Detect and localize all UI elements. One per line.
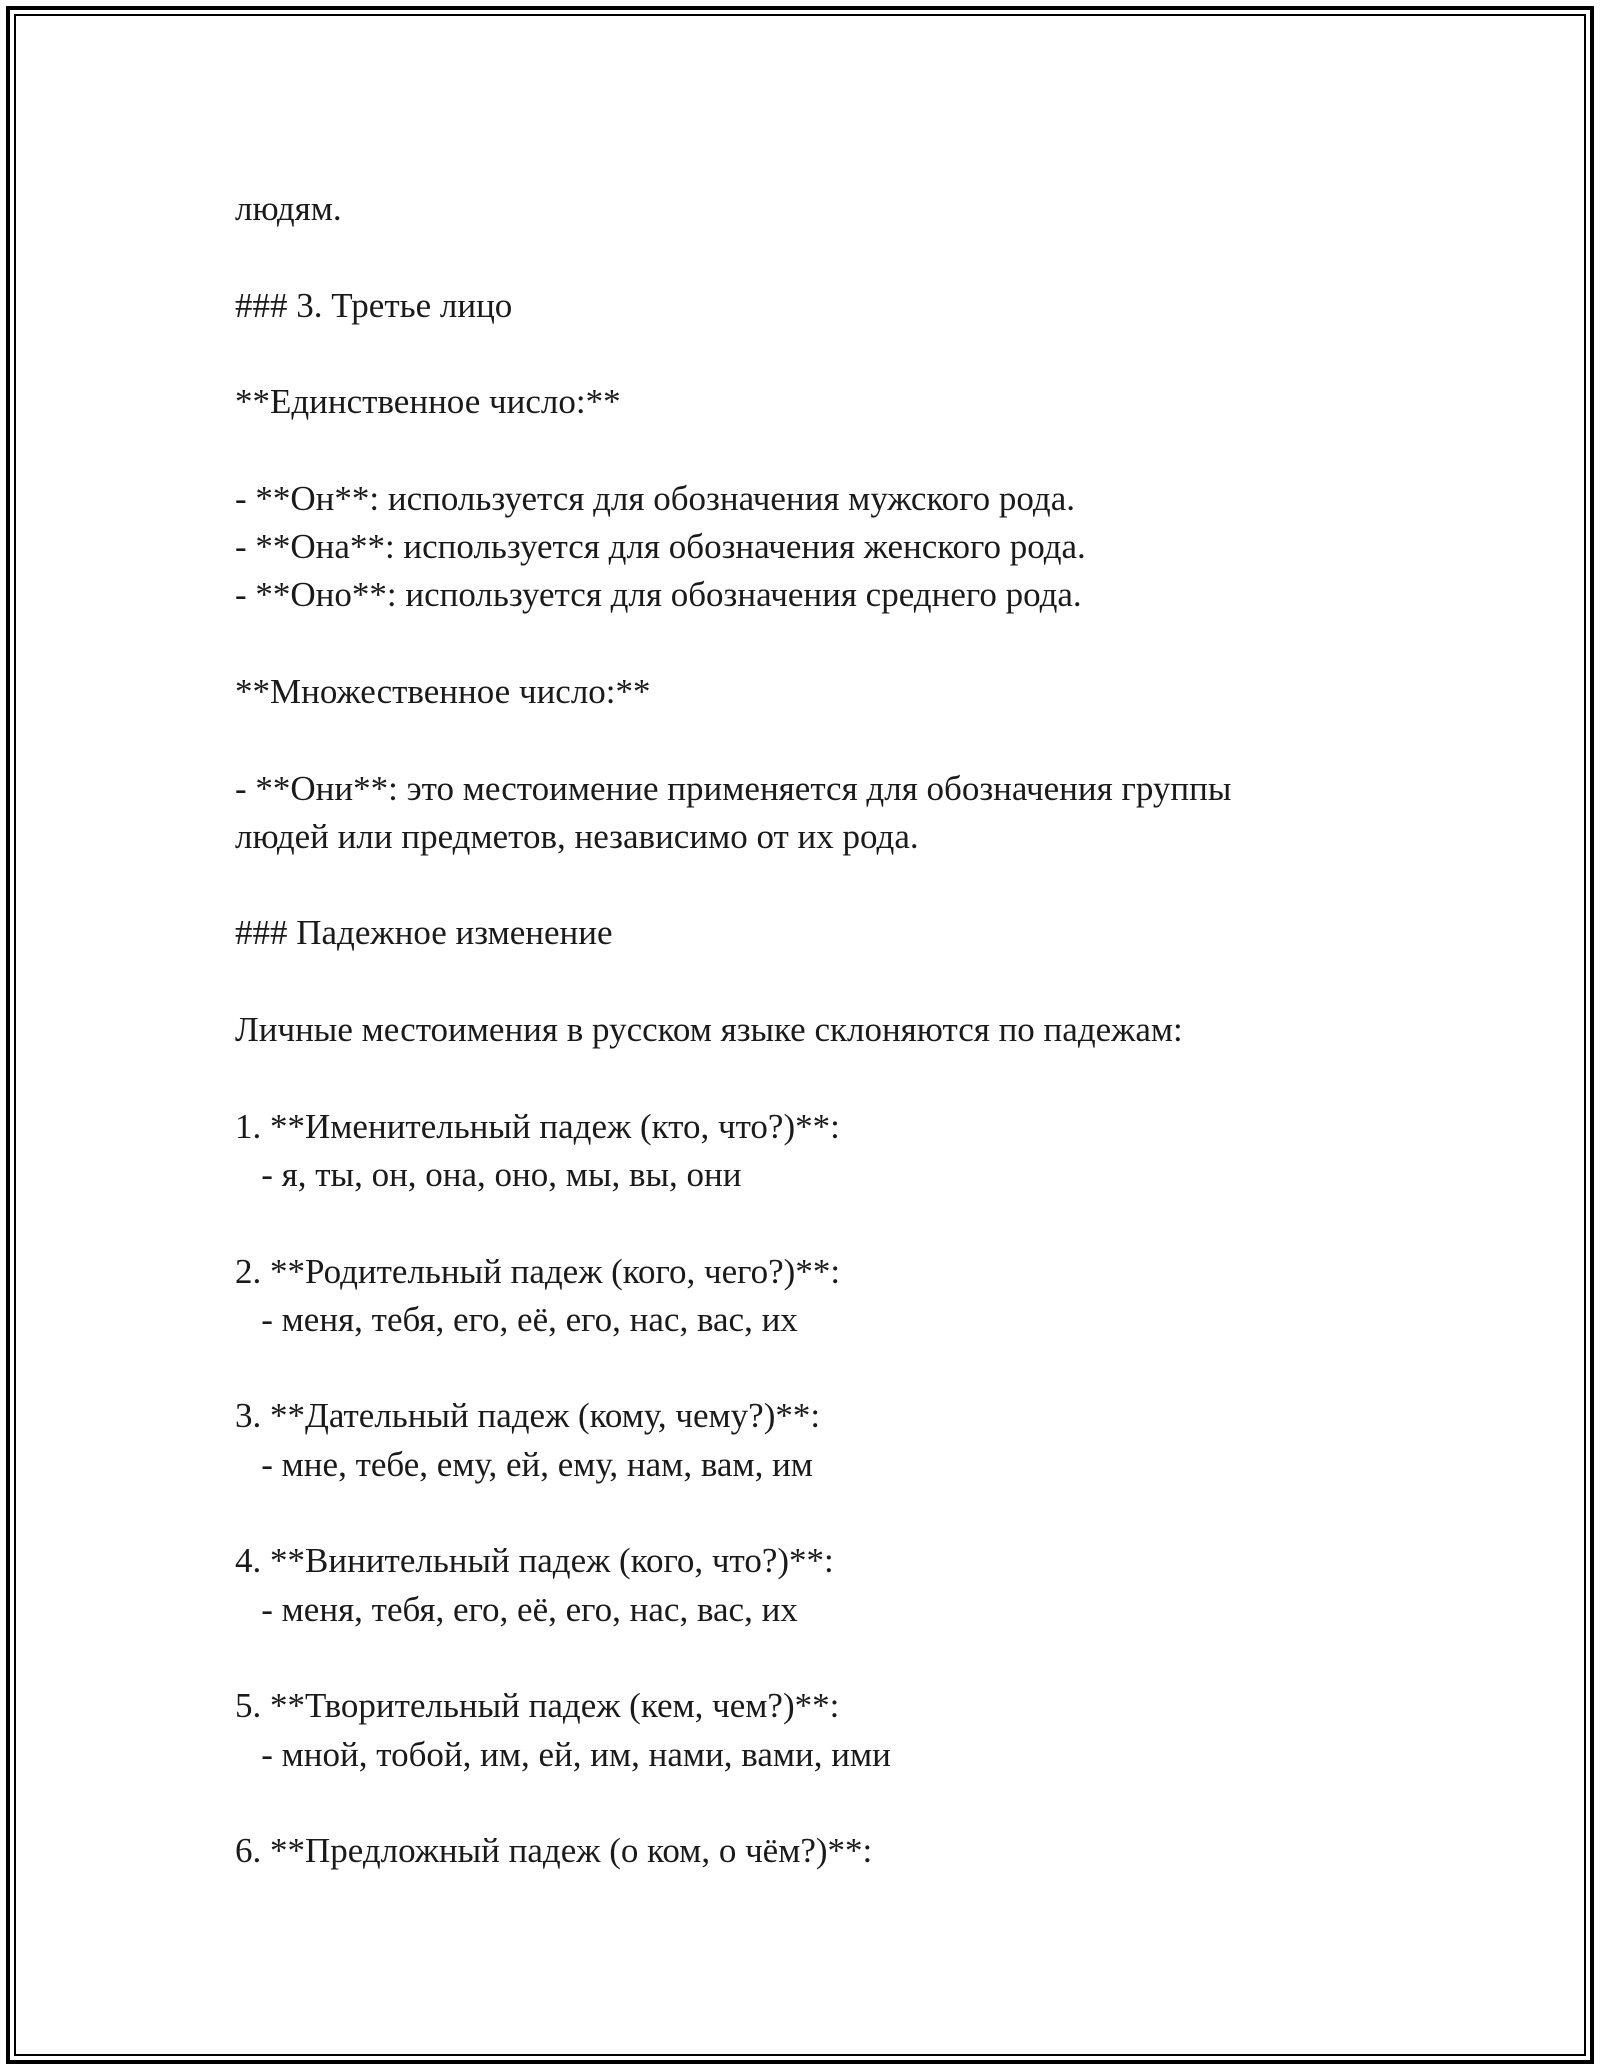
blank-line [235, 620, 1415, 668]
numbered-item: 3. **Дательный падеж (кому, чему?)**: [235, 1396, 821, 1436]
section-heading: ### Падежное изменение [235, 913, 613, 953]
sub-list-item: - я, ты, он, она, оно, мы, вы, они [235, 1154, 742, 1194]
blank-line [235, 1634, 1415, 1682]
blank-line [235, 716, 1415, 764]
list-item: - **Они**: это местоимение применяется для обозначения группы [235, 768, 1232, 808]
numbered-item: 5. **Творительный падеж (кем, чем?)**: [235, 1686, 840, 1726]
blank-line [235, 958, 1415, 1006]
list-item: - **Оно**: используется для обозначения среднего рода. [235, 575, 1082, 615]
blank-line [235, 1489, 1415, 1537]
blank-line [235, 1779, 1415, 1827]
blank-line [235, 861, 1415, 909]
paragraph: Личные местоимения в русском языке склоняются по падежам: [235, 1010, 1183, 1050]
list-item: - **Он**: используется для обозначения мужского рода. [235, 478, 1075, 518]
blank-line [235, 1199, 1415, 1247]
text-line: людей или предметов, независимо от их рода. [235, 816, 919, 856]
section-heading: ### 3. Третье лицо [235, 285, 513, 325]
blank-line [235, 330, 1415, 378]
numbered-item: 2. **Родительный падеж (кого, чего?)**: [235, 1251, 841, 1291]
numbered-item: 6. **Предложный падеж (о ком, о чём?)**: [235, 1831, 873, 1871]
numbered-item: 4. **Винительный падеж (кого, что?)**: [235, 1541, 834, 1581]
document-body [235, 185, 1415, 1875]
sub-list-item: - меня, тебя, его, её, его, нас, вас, их [235, 1589, 798, 1629]
text-line: людям. [235, 189, 342, 228]
sub-list-item: - меня, тебя, его, её, его, нас, вас, их [235, 1299, 798, 1339]
blank-line [235, 1054, 1415, 1102]
blank-line [235, 1344, 1415, 1392]
numbered-item: 1. **Именительный падеж (кто, что?)**: [235, 1106, 840, 1146]
blank-line [235, 233, 1415, 281]
blank-line [235, 426, 1415, 474]
subheading: **Множественное число:** [235, 671, 651, 711]
subheading: **Единственное число:** [235, 382, 621, 422]
list-item: - **Она**: используется для обозначения женского рода. [235, 527, 1086, 567]
sub-list-item: - мне, тебе, ему, ей, ему, нам, вам, им [235, 1444, 813, 1484]
sub-list-item: - мной, тобой, им, ей, им, нами, вами, ими [235, 1734, 891, 1774]
